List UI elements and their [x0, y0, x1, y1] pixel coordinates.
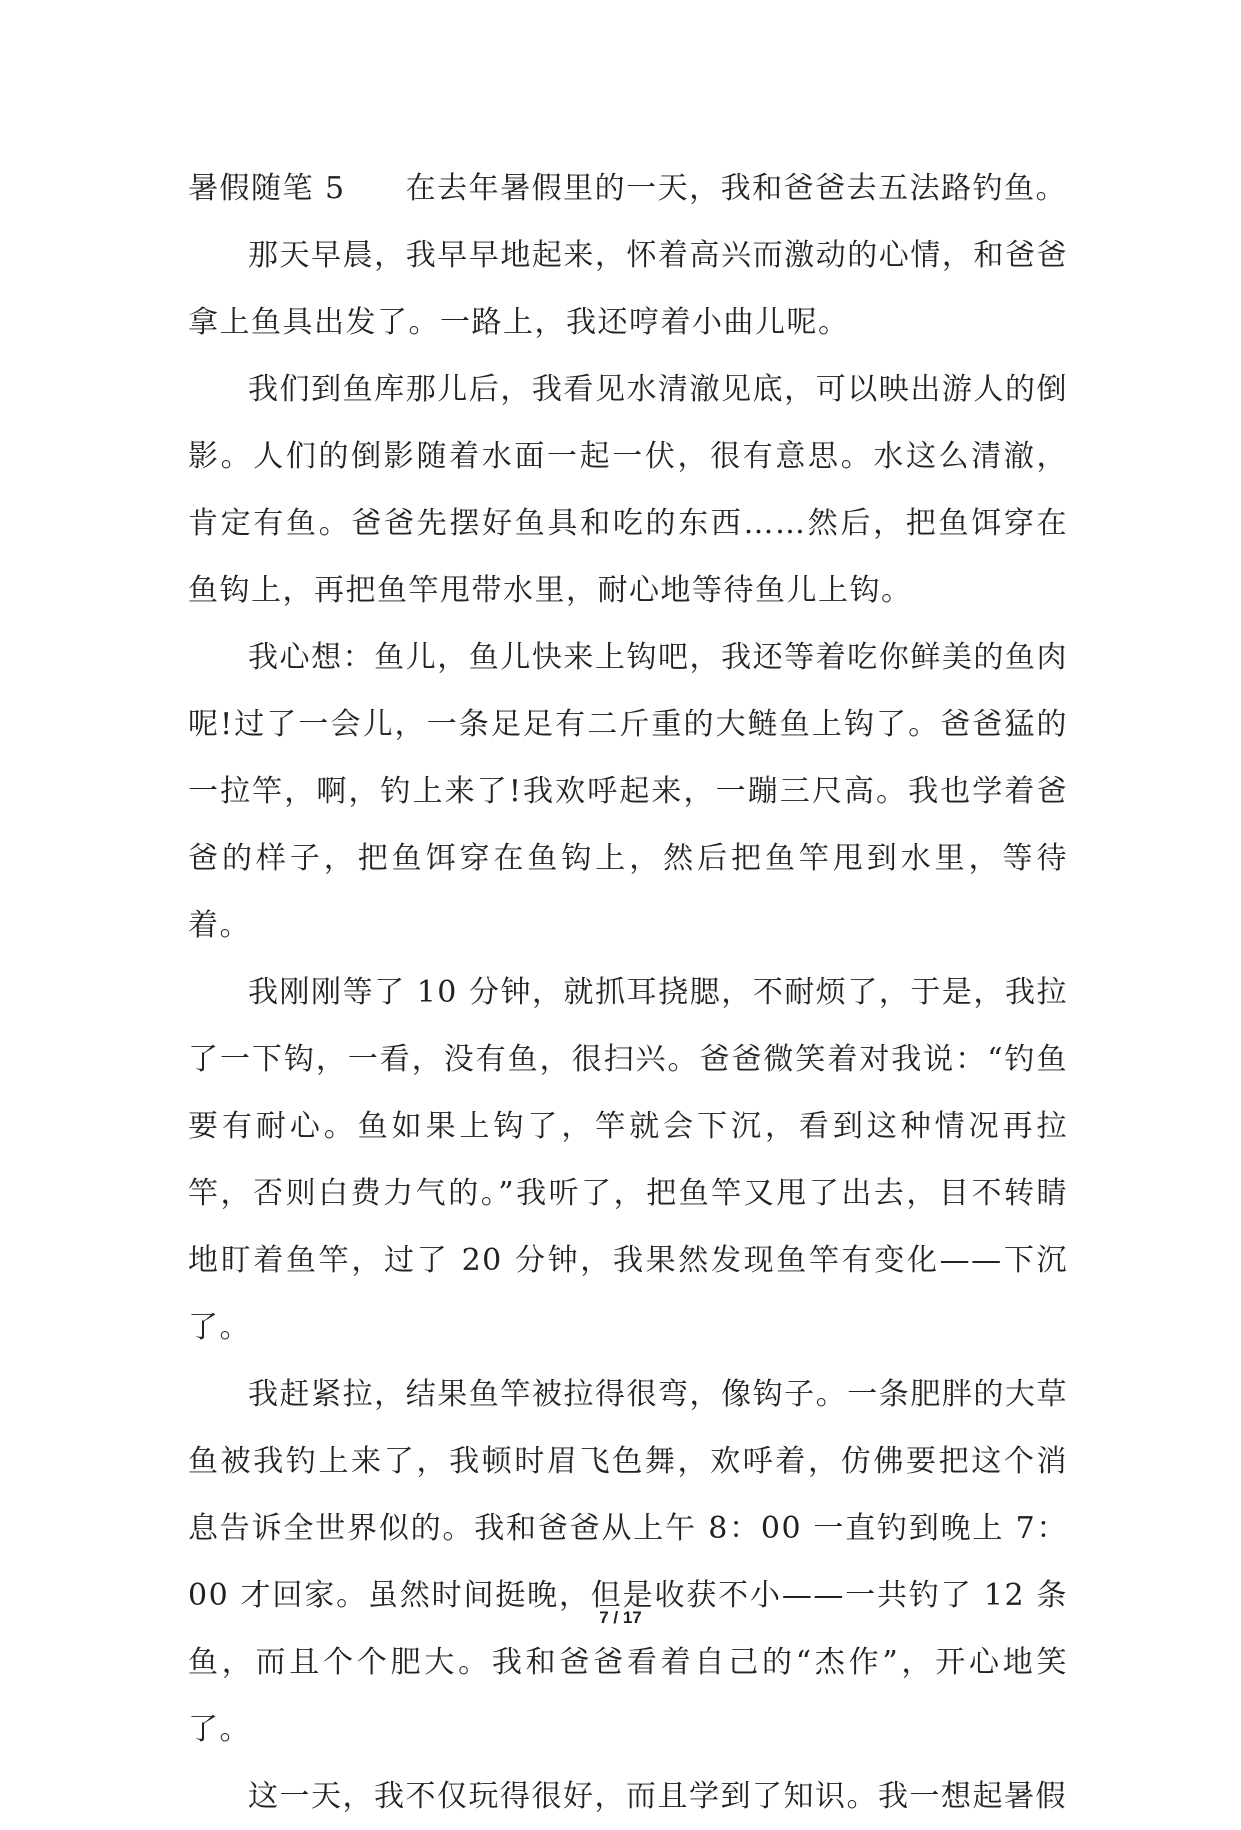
- paragraph-4: 我刚刚等了 10 分钟，就抓耳挠腮，不耐烦了，于是，我拉了一下钩，一看，没有鱼，很扫兴。爸爸微笑着对我说：“钓鱼要有耐心。鱼如果上钩了，竿就会下沉，看到这种情况再拉竿，否则白费力气的。”我听了，把鱼竿又甩了出去，目不转睛地盯着鱼竿，过了 20 分钟，我果然发现鱼竿有变化——下沉了。: [188, 975, 1068, 1345]
- opening-line: [188, 155, 1068, 222]
- first-sentence: 在去年暑假里的一天，我和爸爸去五法路钓鱼。: [405, 171, 1068, 206]
- paragraph-2: 我们到鱼库那儿后，我看见水清澈见底，可以映出游人的倒影。人们的倒影随着水面一起一伏，很有意思。水这么清澈，肯定有鱼。爸爸先摆好鱼具和吃的东西……然后，把鱼饵穿在鱼钩上，再把鱼竿甩带水里，耐心地等待鱼儿上钩。: [188, 372, 1068, 608]
- page-number: 7 / 17: [599, 1608, 642, 1627]
- paragraph-6: 这一天，我不仅玩得很好，而且学到了知识。我一想起暑假: [248, 1779, 1067, 1814]
- paragraph-3: 我心想：鱼儿，鱼儿快来上钩吧，我还等着吃你鲜美的鱼肉呢!过了一会儿，一条足足有二斤重的大鲢鱼上钩了。爸爸猛的一拉竿，啊，钓上来了!我欢呼起来，一蹦三尺高。我也学着爸爸的样子，把鱼饵穿在鱼钩上，然后把鱼竿甩到水里，等待着。: [188, 640, 1068, 943]
- document-body: [188, 155, 1068, 1830]
- paragraph-5: 我赶紧拉，结果鱼竿被拉得很弯，像钩子。一条肥胖的大草鱼被我钓上来了，我顿时眉飞色舞，欢呼着，仿佛要把这个消息告诉全世界似的。我和爸爸从上午 8：00 一直钓到晚上 7：00 才回家。虽然时间挺晚，但是收获不小——一共钓了 12 条鱼，而且个个肥大。我和爸爸看着自己的“杰作”，开心地笑了。: [188, 1377, 1068, 1747]
- section-heading: 暑假随笔 5: [188, 171, 346, 206]
- paragraph-1: 那天早晨，我早早地起来，怀着高兴而激动的心情，和爸爸拿上鱼具出发了。一路上，我还哼着小曲儿呢。: [188, 238, 1068, 340]
